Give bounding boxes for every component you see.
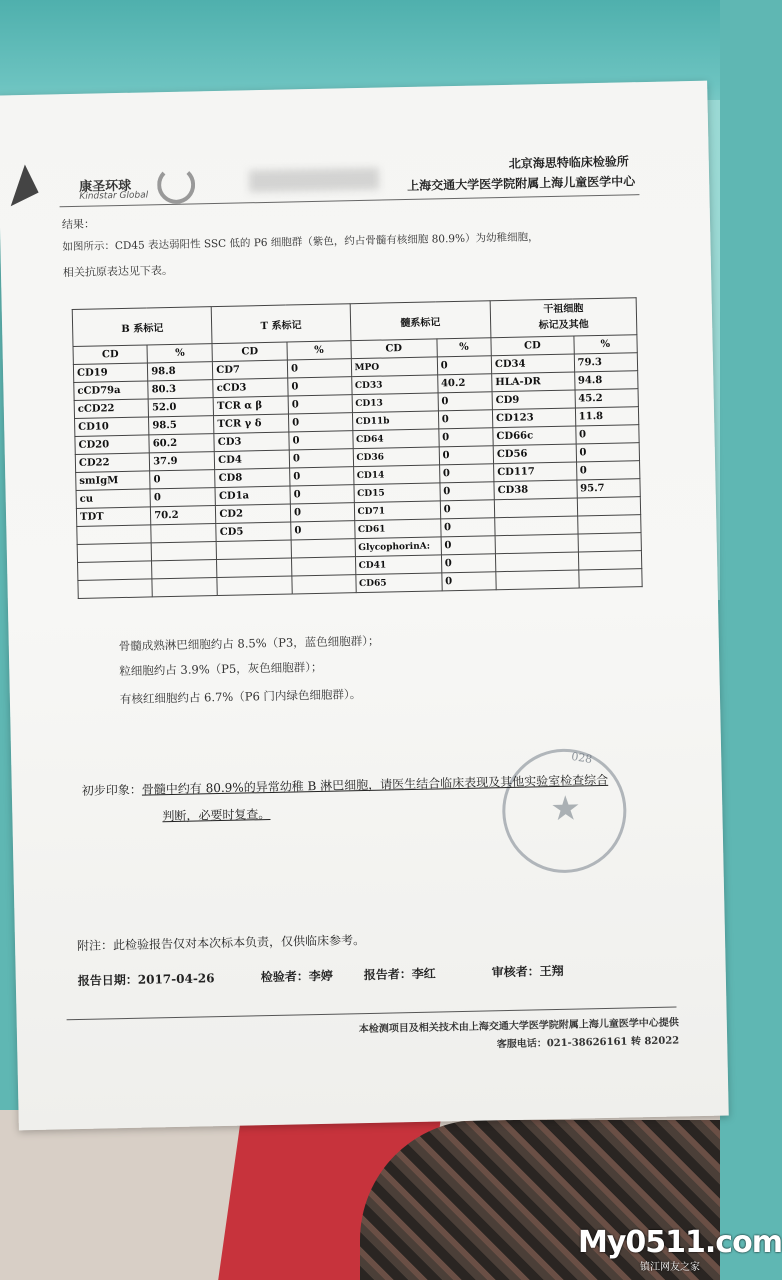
marker-pct bbox=[151, 542, 216, 561]
logo-cn: 康圣环球 bbox=[79, 178, 132, 195]
marker-cd: GlycophorinA: bbox=[355, 537, 441, 557]
marker-cd: CD41 bbox=[355, 555, 441, 575]
marker-pct: 0 bbox=[440, 518, 495, 537]
marker-pct: 80.3 bbox=[148, 380, 213, 399]
marker-cd: CD4 bbox=[215, 450, 290, 470]
marker-cd: TCR γ δ bbox=[214, 414, 289, 434]
footer-phone: 客服电话：021-38626161 转 82022 bbox=[496, 1035, 680, 1051]
marker-cd: CD7 bbox=[213, 360, 288, 380]
marker-cd: CD13 bbox=[352, 393, 438, 413]
marker-cd: CD11b bbox=[352, 411, 438, 431]
stamp-star-icon: ★ bbox=[549, 788, 582, 830]
marker-cd bbox=[78, 561, 153, 581]
marker-cd: CD36 bbox=[353, 447, 439, 467]
report-date: 报告日期：2017-04-26 bbox=[77, 971, 215, 989]
marker-pct bbox=[291, 539, 355, 558]
marker-pct: 0 bbox=[438, 392, 493, 411]
watermark-sub: 镇江网友之家 bbox=[640, 1262, 700, 1273]
note-granulocytes: 粒细胞约占 3.9%（P5，灰色细胞群）； bbox=[119, 659, 323, 679]
marker-cd: TCR α β bbox=[213, 396, 288, 416]
marker-pct: 0 bbox=[290, 467, 354, 486]
marker-cd: CD123 bbox=[492, 408, 575, 428]
tester: 检验者：李婷 bbox=[260, 968, 333, 985]
marker-cd: CD34 bbox=[491, 354, 574, 374]
group-header-stem: 干祖细胞 标记及其他 bbox=[490, 298, 637, 338]
marker-pct: 0 bbox=[439, 446, 494, 465]
marker-pct bbox=[291, 557, 355, 576]
marker-pct: 0 bbox=[440, 500, 495, 519]
marker-cd: CD10 bbox=[75, 417, 150, 437]
marker-cd bbox=[77, 525, 152, 545]
marker-cd: CD9 bbox=[492, 390, 575, 410]
marker-cd: CD117 bbox=[494, 462, 577, 482]
marker-pct: 79.3 bbox=[574, 353, 638, 372]
redacted-area bbox=[249, 168, 379, 193]
marker-cd bbox=[495, 534, 578, 554]
marker-cd: cCD3 bbox=[213, 378, 288, 398]
marker-pct: 0 bbox=[576, 443, 640, 462]
marker-cd bbox=[216, 540, 291, 560]
disclaimer: 附注：此检验报告仅对本次标本负责，仅供临床参考。 bbox=[76, 933, 366, 954]
marker-pct: 11.8 bbox=[575, 407, 639, 426]
marker-cd bbox=[495, 552, 578, 572]
logo-triangle-icon bbox=[11, 165, 46, 214]
col-cd: CD bbox=[212, 342, 287, 362]
reviewer: 审核者：王翔 bbox=[491, 963, 564, 980]
marker-pct bbox=[578, 551, 642, 570]
marker-pct bbox=[578, 569, 642, 588]
marker-cd: smIgM bbox=[76, 471, 151, 491]
marker-cd: CD71 bbox=[354, 501, 440, 521]
marker-cd: CD38 bbox=[494, 480, 577, 500]
marker-pct: 0 bbox=[287, 359, 351, 378]
note-lymphocytes: 骨髓成熟淋巴细胞约占 8.5%（P3，蓝色细胞群）； bbox=[118, 633, 380, 654]
marker-pct: 0 bbox=[441, 536, 496, 555]
marker-pct: 0 bbox=[290, 485, 354, 504]
marker-cd: CD5 bbox=[216, 522, 291, 542]
marker-pct: 0 bbox=[438, 428, 493, 447]
marker-cd bbox=[217, 558, 292, 578]
marker-cd: CD20 bbox=[75, 435, 150, 455]
marker-cd: CD22 bbox=[75, 453, 150, 473]
marker-cd: CD14 bbox=[353, 465, 439, 485]
marker-pct: 0 bbox=[440, 482, 495, 501]
group-header-b: B 系标记 bbox=[72, 307, 212, 347]
marker-pct bbox=[292, 575, 356, 594]
marker-pct bbox=[152, 560, 217, 579]
marker-cd bbox=[217, 576, 292, 596]
marker-pct: 0 bbox=[289, 431, 353, 450]
marker-cd: cCD79a bbox=[74, 381, 149, 401]
marker-cd: MPO bbox=[351, 357, 437, 377]
result-label: 结果： bbox=[61, 217, 96, 232]
marker-pct: 60.2 bbox=[149, 434, 214, 453]
marker-pct: 95.7 bbox=[577, 479, 641, 498]
marker-pct: 0 bbox=[437, 356, 492, 375]
marker-pct: 0 bbox=[288, 377, 352, 396]
col-pct: % bbox=[147, 344, 212, 363]
col-cd: CD bbox=[350, 339, 436, 359]
marker-cd bbox=[494, 498, 577, 518]
col-pct: % bbox=[437, 338, 492, 357]
marker-pct: 37.9 bbox=[149, 452, 214, 471]
marker-pct: 52.0 bbox=[148, 398, 213, 417]
marker-pct: 98.8 bbox=[148, 362, 213, 381]
marker-cd: CD19 bbox=[73, 363, 148, 383]
note-erythrocytes: 有核红细胞约占 6.7%（P6 门内绿色细胞群）。 bbox=[119, 687, 362, 707]
report-paper bbox=[0, 81, 729, 1131]
marker-pct: 0 bbox=[288, 395, 352, 414]
marker-cd bbox=[77, 543, 152, 563]
marker-pct: 0 bbox=[439, 464, 494, 483]
result-line-1: 如图所示：CD45 表达弱阳性 SSC 低的 P6 细胞群（紫色，约占骨髓有核细胞 80.9%）为幼稚细胞， bbox=[62, 231, 539, 254]
marker-table bbox=[72, 297, 643, 599]
marker-pct bbox=[151, 524, 216, 543]
marker-pct: 0 bbox=[576, 461, 640, 480]
company-logo bbox=[17, 153, 198, 217]
marker-pct: 0 bbox=[441, 554, 496, 573]
marker-cd: cu bbox=[76, 489, 151, 509]
logo-en: Kindstar Global bbox=[79, 190, 149, 202]
marker-pct: 0 bbox=[442, 572, 497, 591]
marker-cd: CD64 bbox=[352, 429, 438, 449]
col-pct: % bbox=[287, 341, 351, 360]
impression-label: 初步印象： bbox=[81, 782, 142, 798]
marker-pct: 40.2 bbox=[437, 374, 492, 393]
marker-cd: CD61 bbox=[354, 519, 440, 539]
marker-pct: 94.8 bbox=[574, 371, 638, 390]
marker-cd: CD33 bbox=[351, 375, 437, 395]
marker-pct: 0 bbox=[288, 413, 352, 432]
marker-pct bbox=[152, 578, 217, 597]
marker-cd: CD2 bbox=[216, 504, 291, 524]
marker-pct: 0 bbox=[291, 521, 355, 540]
marker-cd bbox=[78, 579, 153, 599]
marker-pct bbox=[578, 533, 642, 552]
marker-pct: 45.2 bbox=[575, 389, 639, 408]
marker-cd: CD3 bbox=[214, 432, 289, 452]
logo-ring-icon bbox=[157, 165, 196, 204]
marker-pct: 0 bbox=[290, 503, 354, 522]
impression-line-2: 判断，必要时复查。 bbox=[162, 806, 271, 824]
marker-pct: 0 bbox=[438, 410, 493, 429]
marker-pct: 70.2 bbox=[151, 506, 216, 525]
result-line-2: 相关抗原表达见下表。 bbox=[62, 263, 174, 280]
marker-cd: CD56 bbox=[493, 444, 576, 464]
marker-pct bbox=[577, 497, 641, 516]
hospital-name: 上海交通大学医学院附属上海儿童医学中心 bbox=[407, 174, 636, 193]
col-cd: CD bbox=[73, 345, 148, 365]
marker-cd: cCD22 bbox=[74, 399, 149, 419]
marker-pct bbox=[577, 515, 641, 534]
col-pct: % bbox=[574, 335, 638, 354]
marker-cd: HLA-DR bbox=[492, 372, 575, 392]
col-cd: CD bbox=[491, 336, 574, 356]
watermark-logo: My0511.com bbox=[578, 1225, 782, 1260]
marker-cd bbox=[495, 516, 578, 536]
marker-cd: CD66c bbox=[493, 426, 576, 446]
group-header-t: T 系标记 bbox=[212, 304, 351, 344]
marker-cd: CD8 bbox=[215, 468, 290, 488]
impression-text-1: 骨髓中约有 80.9%的异常幼稚 B 淋巴细胞，请医生结合临床表现及其他实验室检查综合 bbox=[141, 772, 609, 797]
marker-cd bbox=[496, 570, 579, 590]
group-header-myeloid: 髓系标记 bbox=[350, 301, 491, 341]
marker-cd: CD15 bbox=[354, 483, 440, 503]
reporter: 报告者：李红 bbox=[363, 966, 436, 983]
marker-pct: 98.5 bbox=[149, 416, 214, 435]
marker-pct: 0 bbox=[575, 425, 639, 444]
marker-pct: 0 bbox=[289, 449, 353, 468]
footer-provider: 本检测项目及相关技术由上海交通大学医学院附属上海儿童医学中心提供 bbox=[358, 1017, 679, 1036]
marker-pct: 0 bbox=[150, 488, 215, 507]
stamp-number: 028 bbox=[570, 749, 594, 766]
marker-cd: CD1a bbox=[215, 486, 290, 506]
marker-pct: 0 bbox=[150, 470, 215, 489]
marker-cd: CD65 bbox=[355, 573, 441, 593]
marker-cd: TDT bbox=[76, 507, 151, 527]
lab-name: 北京海思特临床检验所 bbox=[508, 154, 629, 171]
